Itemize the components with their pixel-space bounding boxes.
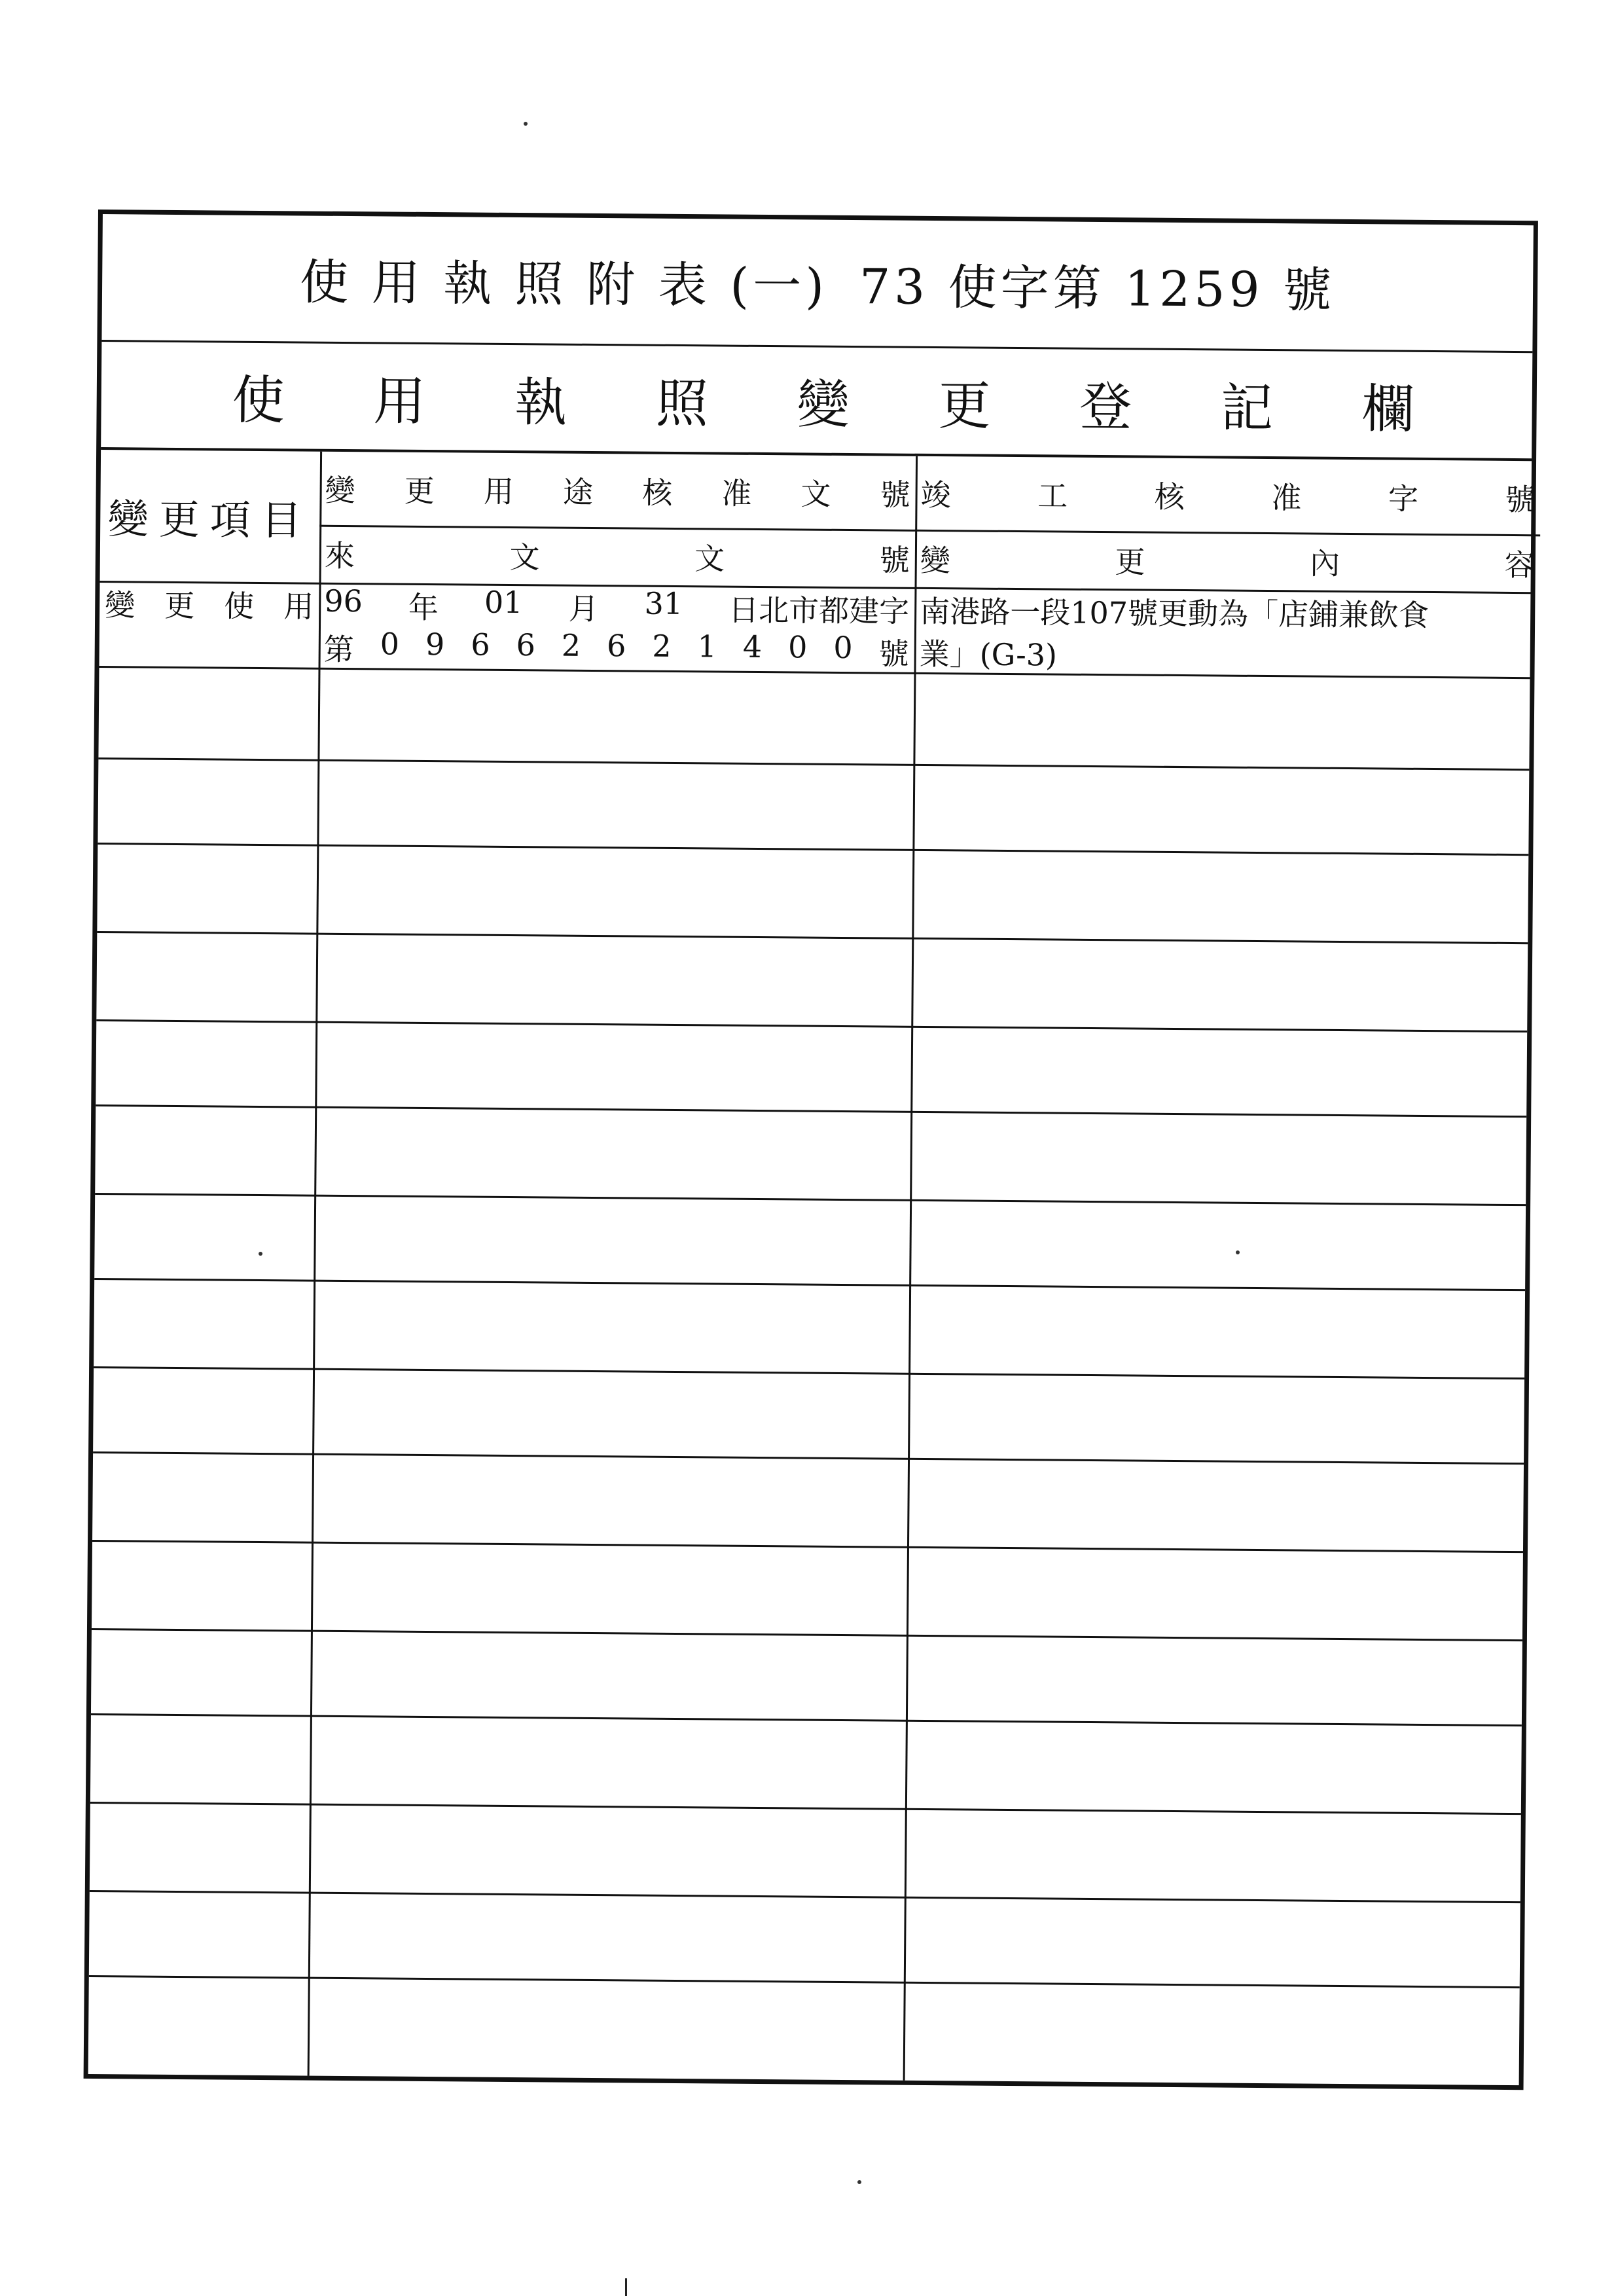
col-divider-2 <box>903 456 918 2081</box>
section-title-char: 變 <box>797 374 850 436</box>
section-title-char: 更 <box>938 375 991 437</box>
scan-mark <box>625 2278 627 2296</box>
row-content-line1: 南港路一段107號更動為「店鋪兼飲食 <box>920 593 1429 633</box>
usage-permit-form <box>84 210 1538 2090</box>
section-title-char: 使 <box>232 369 285 431</box>
section-title-char: 執 <box>514 372 567 433</box>
row-line <box>94 1278 1525 1291</box>
col1-header-bottom: 來 文 文 號 <box>324 538 910 578</box>
col1-header-top: 變 更 用 途 核 准 文 號 <box>325 472 910 513</box>
row-line <box>90 1890 1520 1903</box>
form-title <box>101 214 1533 353</box>
col2-header-bottom: 變 更 內 容 <box>920 542 1535 583</box>
row-item: 變 更 使 用 <box>105 587 314 625</box>
section-title <box>101 342 1532 461</box>
row-line <box>96 1019 1527 1032</box>
row-line <box>95 1193 1526 1206</box>
permit-number: 73 使字第 1259 號 <box>859 259 1336 319</box>
row-line <box>97 931 1528 944</box>
row-line <box>89 1975 1520 1988</box>
scan-speck <box>1236 1250 1240 1254</box>
row-line <box>92 1540 1523 1553</box>
row-line <box>94 1366 1524 1379</box>
row-line <box>91 1713 1522 1726</box>
change-registry-table <box>88 450 1536 2085</box>
scan-speck <box>857 2180 861 2184</box>
col2-header-top: 竣 工 核 准 字 號 <box>920 477 1536 518</box>
scan-speck <box>259 1252 262 1256</box>
scan-speck <box>524 122 528 126</box>
row-line <box>92 1628 1522 1641</box>
row-line <box>90 1802 1521 1815</box>
row-line <box>98 843 1528 856</box>
row-line <box>93 1451 1524 1465</box>
row-line <box>98 757 1529 771</box>
section-title-char: 用 <box>373 371 426 432</box>
row-doc-line1: 96 年 01 月 31 日北市都建字 <box>324 583 910 629</box>
form-title-prefix: 使 用 執 照 附 表 (一) <box>299 254 829 315</box>
row-doc-line2: 第 0 9 6 6 2 6 2 1 4 0 0 號 <box>323 626 909 672</box>
item-header: 變更項目 <box>107 494 313 545</box>
row-line <box>96 1104 1526 1118</box>
col-divider-1 <box>308 452 322 2076</box>
section-title-char: 記 <box>1220 377 1274 439</box>
section-title-char: 照 <box>655 373 709 435</box>
section-title-char: 欄 <box>1361 378 1415 440</box>
row-content-line2: 業」(G-3) <box>919 636 1058 673</box>
section-title-char: 登 <box>1079 376 1132 438</box>
